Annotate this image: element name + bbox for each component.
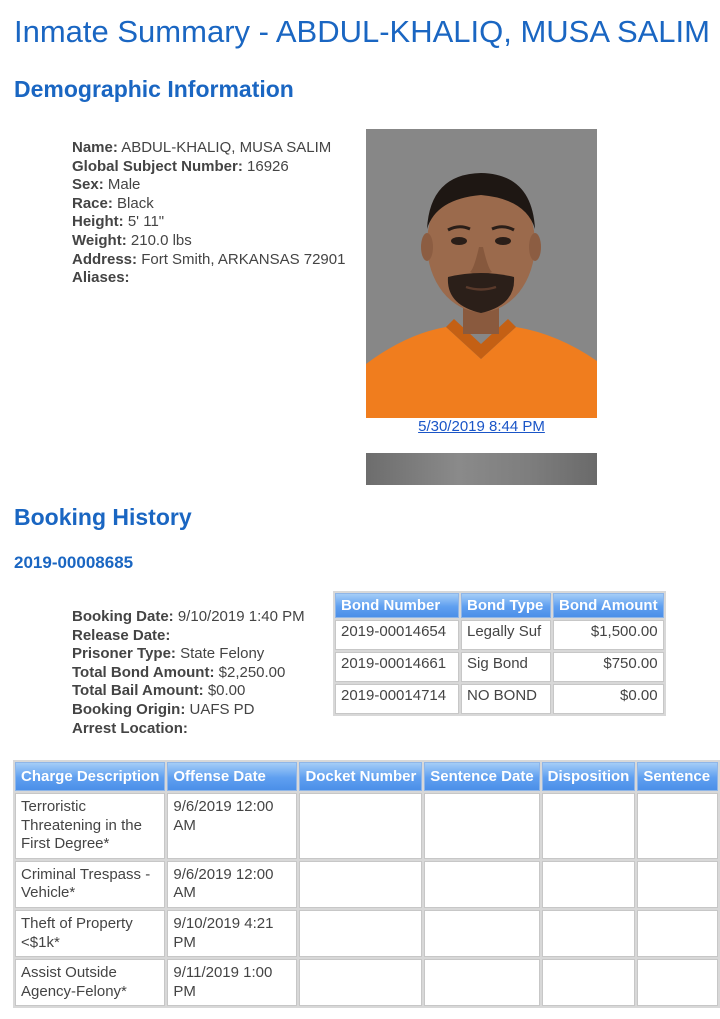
sentence-date-cell bbox=[424, 910, 539, 957]
booking-info bbox=[72, 608, 305, 738]
booking-origin-value: UAFS PD bbox=[189, 700, 255, 718]
disposition-header[interactable]: Disposition bbox=[542, 762, 636, 791]
disposition-cell bbox=[542, 910, 636, 957]
docket-number-header[interactable]: Docket Number bbox=[299, 762, 422, 791]
secondary-photo-thumbnail bbox=[366, 453, 597, 485]
charge-description-cell: Theft of Property <$1k* bbox=[15, 910, 165, 957]
weight-value: 210.0 lbs bbox=[130, 231, 192, 249]
race-value: Black bbox=[117, 194, 154, 212]
charge-description-cell: Terroristic Threatening in the First Degree* bbox=[15, 793, 165, 859]
aliases-row bbox=[72, 269, 345, 288]
bond-number-header[interactable]: Bond Number bbox=[335, 593, 459, 618]
booking-number: 2019-00008685 bbox=[14, 553, 134, 572]
charge-row bbox=[15, 910, 718, 957]
name-value: ABDUL-KHALIQ, MUSA SALIM bbox=[121, 139, 332, 156]
sentence-cell bbox=[637, 910, 718, 957]
charge-row bbox=[15, 861, 718, 908]
sentence-cell bbox=[637, 861, 718, 908]
booking-date-label: Booking Date: bbox=[72, 608, 174, 625]
docket-number-cell bbox=[299, 959, 422, 1006]
total-bond-label: Total Bond Amount: bbox=[72, 663, 215, 681]
total-bail-label: Total Bail Amount: bbox=[72, 682, 204, 700]
disposition-cell bbox=[542, 861, 636, 908]
release-date-label: Release Date: bbox=[72, 626, 171, 644]
total-bond-row bbox=[72, 664, 305, 683]
disposition-cell bbox=[542, 959, 636, 1006]
bond-row bbox=[335, 652, 664, 682]
bond-type-cell: NO BOND bbox=[461, 684, 551, 714]
charge-table-header-row bbox=[15, 762, 718, 791]
docket-number-cell bbox=[299, 910, 422, 957]
offense-date-cell: 9/11/2019 1:00 PM bbox=[167, 959, 297, 1006]
offense-date-header[interactable]: Offense Date bbox=[167, 762, 297, 791]
bond-row bbox=[335, 684, 664, 714]
charge-description-cell: Assist Outside Agency-Felony* bbox=[15, 959, 165, 1006]
sentence-date-cell bbox=[424, 793, 539, 859]
arrest-location-label: Arrest Location: bbox=[72, 719, 188, 737]
bond-number-cell: 2019-00014661 bbox=[335, 652, 459, 682]
sentence-cell bbox=[637, 959, 718, 1006]
address-label: Address: bbox=[72, 250, 138, 268]
total-bail-row bbox=[72, 682, 305, 701]
sex-row bbox=[72, 176, 345, 195]
prisoner-type-label: Prisoner Type: bbox=[72, 645, 176, 663]
bond-number-cell: 2019-00014714 bbox=[335, 684, 459, 714]
sentence-date-header[interactable]: Sentence Date bbox=[424, 762, 539, 791]
name-row bbox=[72, 139, 345, 158]
sentence-date-cell bbox=[424, 959, 539, 1006]
offense-date-cell: 9/6/2019 12:00 AM bbox=[167, 861, 297, 908]
arrest-location-row bbox=[72, 720, 305, 739]
docket-number-cell bbox=[299, 861, 422, 908]
gsn-label: Global Subject Number: bbox=[72, 157, 243, 175]
sentence-cell bbox=[637, 793, 718, 859]
booking-date-value: 9/10/2019 1:40 PM bbox=[177, 608, 305, 625]
release-date-row bbox=[72, 627, 305, 646]
charge-row bbox=[15, 793, 718, 859]
docket-number-cell bbox=[299, 793, 422, 859]
height-row bbox=[72, 213, 345, 232]
total-bond-value: $2,250.00 bbox=[218, 663, 286, 681]
charge-description-cell: Criminal Trespass - Vehicle* bbox=[15, 861, 165, 908]
mugshot-photo bbox=[366, 129, 597, 418]
bond-amount-header[interactable]: Bond Amount bbox=[553, 593, 664, 618]
bond-number-cell: 2019-00014654 bbox=[335, 620, 459, 650]
sentence-date-cell bbox=[424, 861, 539, 908]
prisoner-type-row bbox=[72, 645, 305, 664]
bond-type-cell: Sig Bond bbox=[461, 652, 551, 682]
charge-table bbox=[13, 760, 720, 1008]
race-label: Race: bbox=[72, 194, 113, 212]
bond-table-header-row bbox=[335, 593, 664, 618]
total-bail-value: $0.00 bbox=[207, 682, 246, 700]
sex-value: Male bbox=[107, 176, 141, 194]
address-row bbox=[72, 251, 345, 270]
gsn-row bbox=[72, 158, 345, 177]
weight-label: Weight: bbox=[72, 231, 127, 249]
demographic-info bbox=[72, 139, 345, 288]
booking-date-row bbox=[72, 608, 305, 627]
mugshot-illustration bbox=[366, 129, 597, 418]
bond-amount-cell: $750.00 bbox=[553, 652, 664, 682]
charge-row bbox=[15, 959, 718, 1006]
page-title: Inmate Summary - ABDUL-KHALIQ, MUSA SALIM bbox=[14, 14, 710, 49]
race-row bbox=[72, 195, 345, 214]
height-label: Height: bbox=[72, 213, 124, 231]
photo-timestamp-link[interactable]: 5/30/2019 8:44 PM bbox=[418, 418, 545, 435]
gsn-value: 16926 bbox=[247, 157, 289, 175]
bond-amount-cell: $1,500.00 bbox=[553, 620, 664, 650]
prisoner-type-value: State Felony bbox=[180, 645, 265, 663]
booking-origin-label: Booking Origin: bbox=[72, 700, 186, 718]
bond-row bbox=[335, 620, 664, 650]
bond-table bbox=[333, 591, 666, 716]
offense-date-cell: 9/6/2019 12:00 AM bbox=[167, 793, 297, 859]
demographic-heading: Demographic Information bbox=[14, 76, 294, 102]
bond-type-header[interactable]: Bond Type bbox=[461, 593, 551, 618]
bond-amount-cell: $0.00 bbox=[553, 684, 664, 714]
sex-label: Sex: bbox=[72, 176, 104, 194]
booking-origin-row bbox=[72, 701, 305, 720]
name-label: Name: bbox=[72, 139, 118, 156]
booking-history-heading: Booking History bbox=[14, 504, 192, 530]
address-value: Fort Smith, ARKANSAS 72901 bbox=[141, 250, 346, 268]
charge-description-header[interactable]: Charge Description bbox=[15, 762, 165, 791]
offense-date-cell: 9/10/2019 4:21 PM bbox=[167, 910, 297, 957]
disposition-cell bbox=[542, 793, 636, 859]
aliases-label: Aliases: bbox=[72, 269, 130, 287]
height-value: 5' 11" bbox=[127, 213, 165, 231]
bond-type-cell: Legally Suf bbox=[461, 620, 551, 650]
weight-row bbox=[72, 232, 345, 251]
sentence-header[interactable]: Sentence bbox=[637, 762, 718, 791]
